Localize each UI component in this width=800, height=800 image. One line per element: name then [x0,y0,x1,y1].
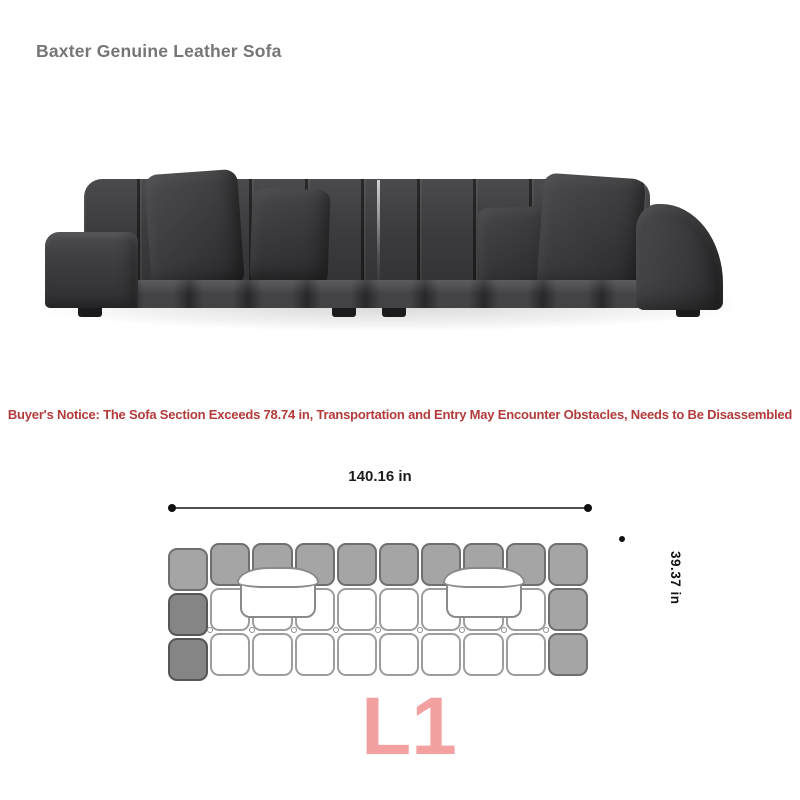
sofa-pillow [249,188,330,287]
sofa-photo [0,150,800,340]
sofa-pillow [536,173,646,298]
diagram-cell [210,633,250,676]
depth-dimension-label: 39.37 in [668,551,683,605]
diagram-pillow [240,573,316,618]
diagram-cell [337,633,377,676]
width-dimension-label: 140.16 in [348,468,412,485]
sofa-seat-cushions [130,280,718,308]
width-dimension [168,468,592,485]
diagram-cell [506,633,546,676]
sofa-pillow [144,169,245,292]
tuft-dot [543,627,549,633]
tuft-dot [207,627,213,633]
dimension-line [171,507,589,509]
diagram-cell [168,593,208,636]
diagram-cell [463,633,503,676]
tuft-dot [333,627,339,633]
diagram-cell [548,633,588,676]
tuft-dot [501,627,507,633]
diagram-cell [168,548,208,591]
product-title: Baxter Genuine Leather Sofa [36,41,282,61]
buyer-notice: Buyer's Notice: The Sofa Section Exceeds 78.74 in, Transportation and Entry May Encounter Obstacles, Needs to Be Disassembled [7,407,793,422]
diagram-cell [379,588,419,631]
top-view-grid [168,543,588,676]
diagram-cell [379,633,419,676]
variant-label: L1 [361,681,457,772]
sofa-top-view-diagram [168,543,588,676]
diagram-cell [548,543,588,586]
dimension-endpoint-dot [584,504,592,512]
sofa-section-seam [377,180,380,288]
diagram-cell [421,633,461,676]
tuft-dot [417,627,423,633]
tuft-dot [459,627,465,633]
diagram-cell [337,543,377,586]
dimension-endpoint-dot [168,504,176,512]
diagram-cell [252,633,292,676]
diagram-cell [548,588,588,631]
diagram-cell [168,638,208,681]
tuft-dot [291,627,297,633]
sofa-left-armrest [45,232,138,308]
depth-dimension-dot [619,536,625,542]
tuft-dot [249,627,255,633]
diagram-cell [337,588,377,631]
diagram-cell [295,633,335,676]
sofa-right-armrest [636,204,723,310]
diagram-cell [379,543,419,586]
diagram-pillow [446,573,522,618]
tuft-dot [375,627,381,633]
